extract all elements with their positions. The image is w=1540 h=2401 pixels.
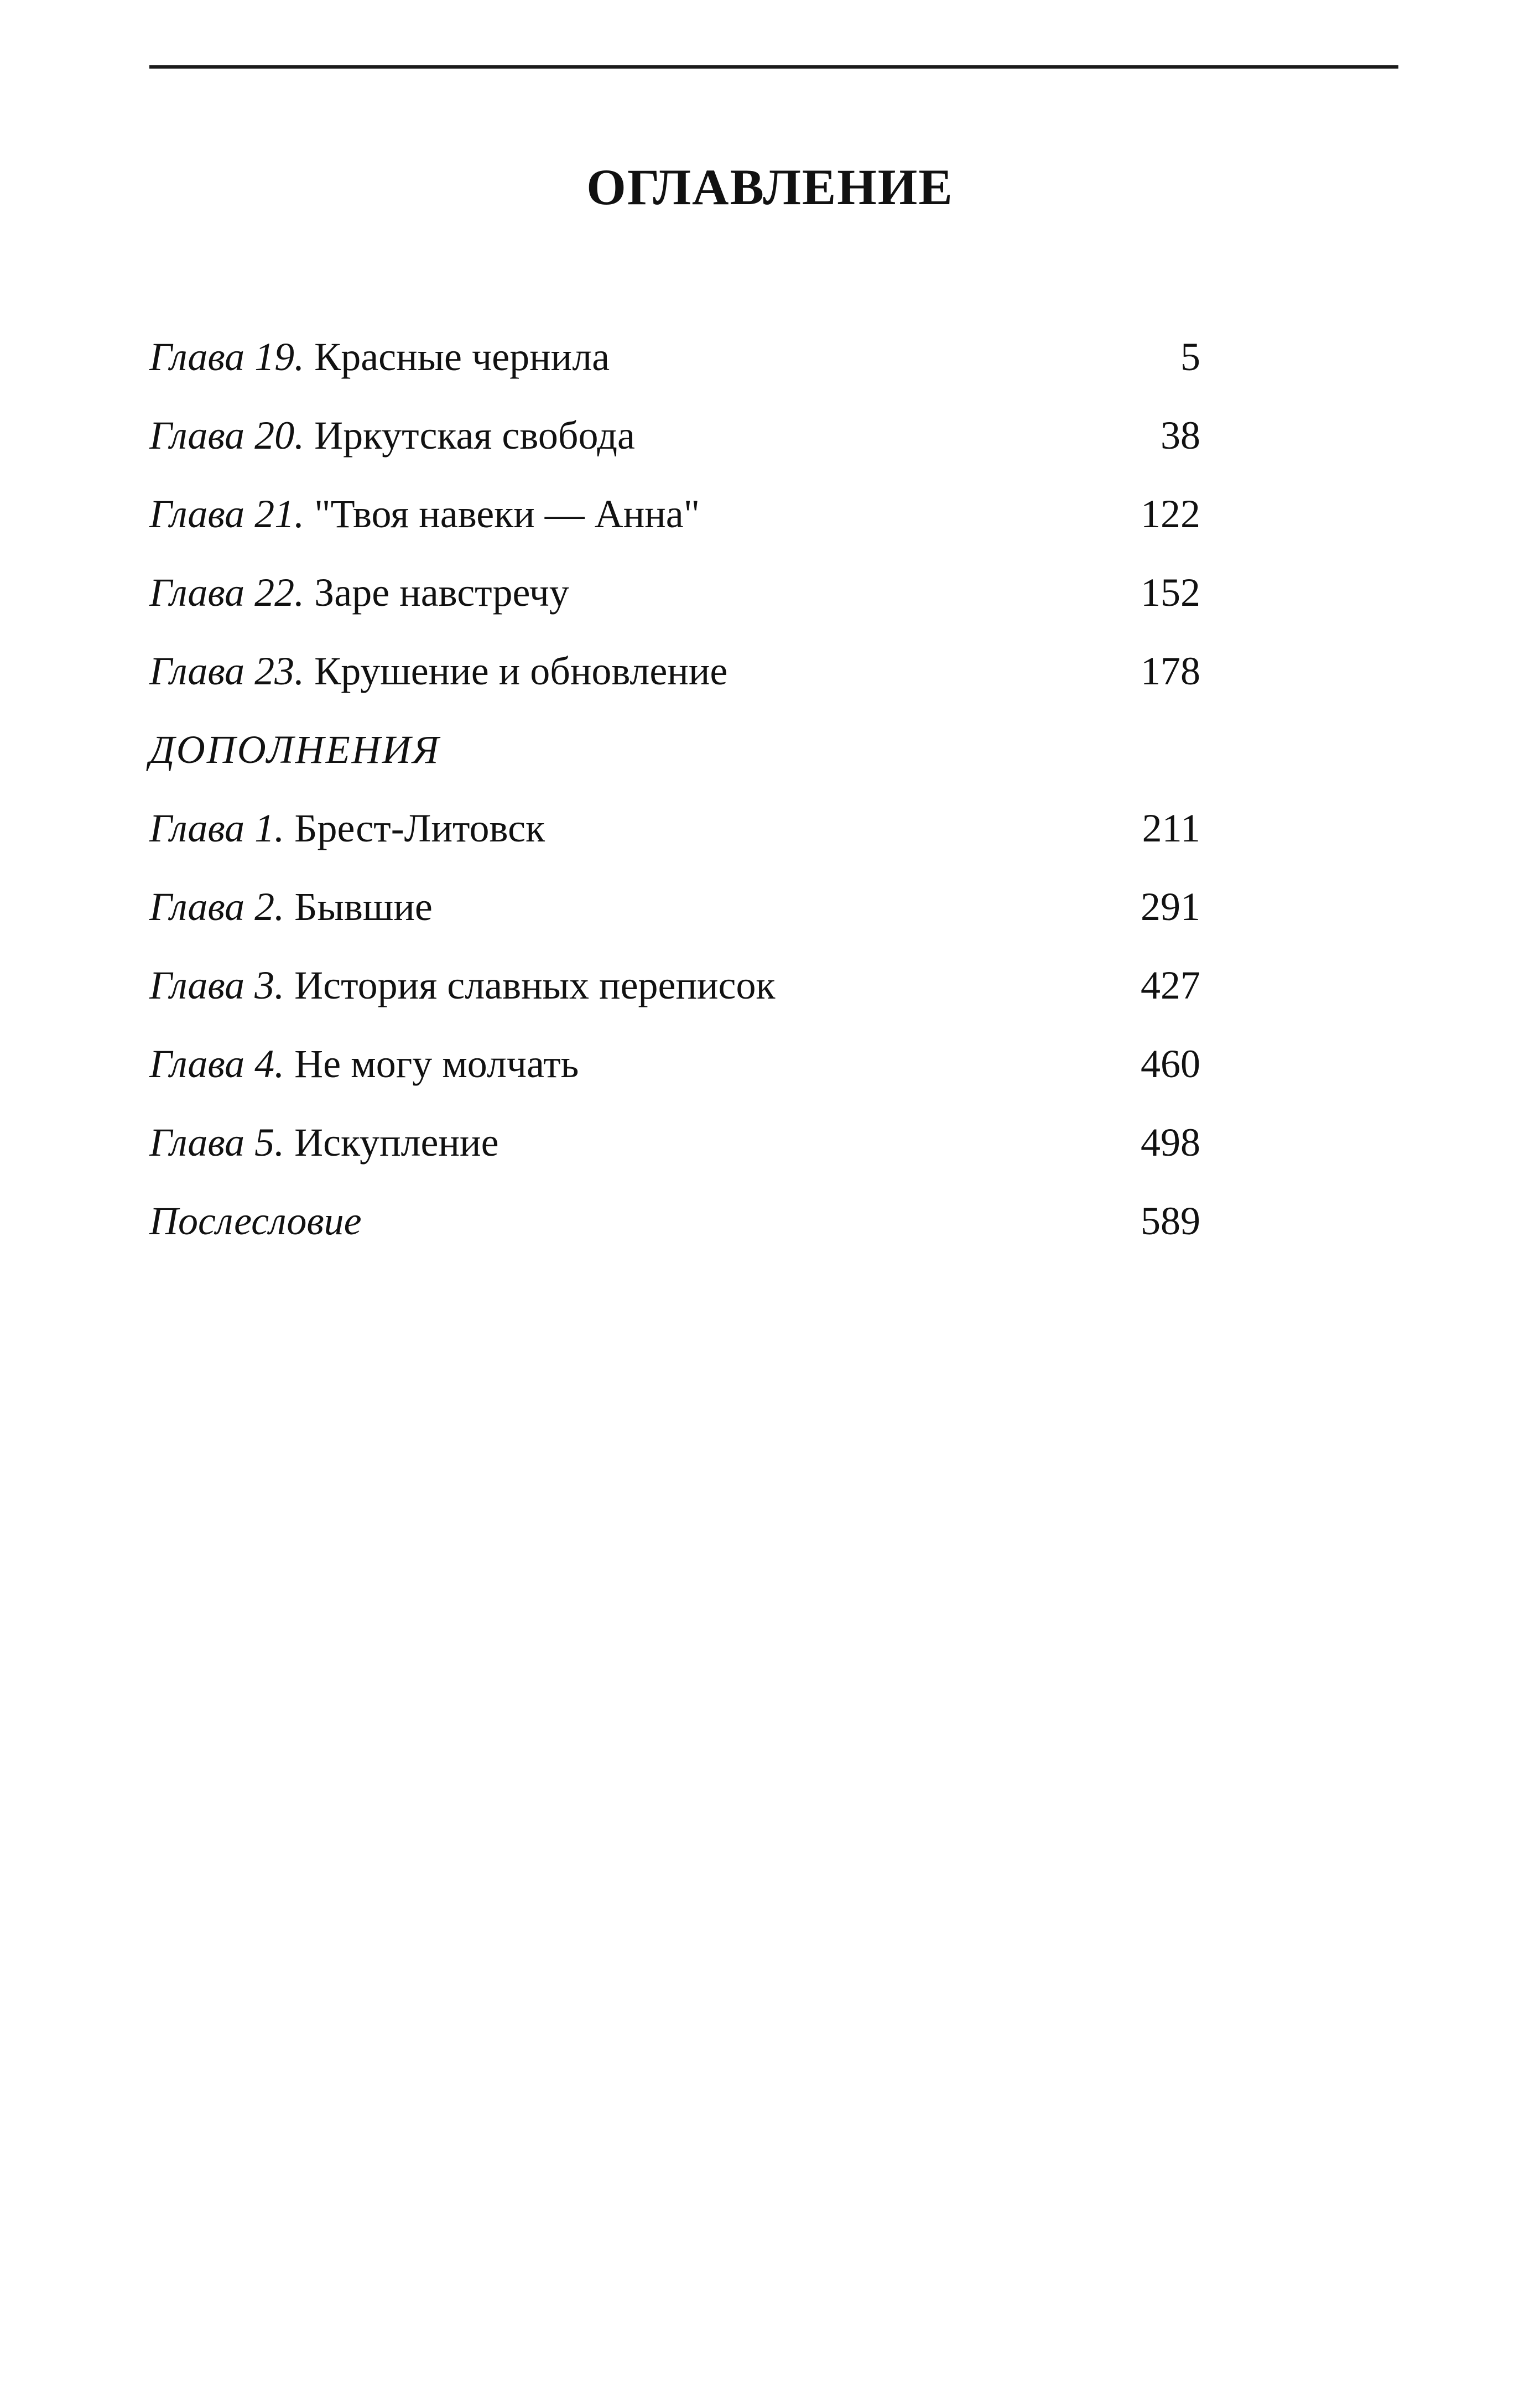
table-of-contents	[149, 326, 1200, 1269]
toc-entry	[149, 484, 1200, 562]
chapter-prefix: Глава 20.	[149, 413, 305, 458]
page-number: 178	[1141, 649, 1200, 693]
page-number: 498	[1141, 1120, 1200, 1165]
toc-entry-label	[149, 1112, 499, 1173]
chapter-title: Не могу молчать	[294, 1042, 579, 1086]
toc-entry	[149, 876, 1200, 955]
chapter-prefix: Глава 5.	[149, 1120, 285, 1165]
chapter-title: Крушение и обновление	[314, 649, 728, 693]
page-number: 589	[1141, 1199, 1200, 1243]
toc-entry	[149, 1112, 1200, 1191]
chapter-prefix: Глава 21.	[149, 492, 305, 536]
page-number: 38	[1161, 413, 1200, 458]
toc-entry	[149, 405, 1200, 484]
toc-entry-label	[149, 562, 569, 623]
chapter-title: Искупление	[294, 1120, 499, 1165]
toc-entry-label	[149, 876, 433, 937]
section-heading: ДОПОЛНЕНИЯ	[149, 727, 441, 772]
toc-entry	[149, 955, 1200, 1033]
chapter-prefix: Глава 22.	[149, 570, 305, 615]
section-heading-row	[149, 719, 1200, 798]
chapter-prefix: Глава 23.	[149, 649, 305, 693]
page-number: 122	[1141, 492, 1200, 536]
chapter-title: Брест-Литовск	[294, 806, 545, 850]
page-number: 427	[1141, 963, 1200, 1007]
page-number: 460	[1141, 1042, 1200, 1086]
toc-entry	[149, 798, 1200, 876]
toc-entry-label	[149, 405, 635, 466]
page-number: 152	[1141, 570, 1200, 615]
toc-entry-label	[149, 955, 775, 1016]
chapter-prefix: Глава 2.	[149, 885, 285, 929]
page-number: 291	[1141, 885, 1200, 929]
page-number: 211	[1142, 806, 1200, 850]
afterword-title: Послесловие	[149, 1199, 362, 1243]
chapter-prefix: Глава 19.	[149, 335, 305, 379]
toc-entry-afterword	[149, 1191, 1200, 1269]
chapter-title: "Твоя навеки — Анна"	[314, 492, 700, 536]
chapter-title: Иркутская свобода	[314, 413, 636, 458]
toc-entry	[149, 326, 1200, 405]
toc-entry	[149, 641, 1200, 719]
toc-entry-label	[149, 641, 727, 701]
header-rule	[149, 65, 1398, 69]
chapter-title: Заре навстречу	[314, 570, 569, 615]
chapter-prefix: Глава 3.	[149, 963, 285, 1007]
toc-entry-label	[149, 798, 545, 859]
chapter-title: Бывшие	[294, 885, 433, 929]
toc-entry-label	[149, 326, 610, 387]
toc-entry	[149, 1033, 1200, 1112]
toc-entry-label	[149, 1033, 579, 1094]
page-number: 5	[1180, 335, 1200, 379]
chapter-prefix: Глава 4.	[149, 1042, 285, 1086]
toc-entry	[149, 562, 1200, 641]
chapter-prefix: Глава 1.	[149, 806, 285, 850]
chapter-title: Красные чернила	[314, 335, 610, 379]
page-title: ОГЛАВЛЕНИЕ	[586, 159, 954, 215]
toc-entry-label	[149, 484, 700, 544]
chapter-title: История славных переписок	[294, 963, 776, 1007]
